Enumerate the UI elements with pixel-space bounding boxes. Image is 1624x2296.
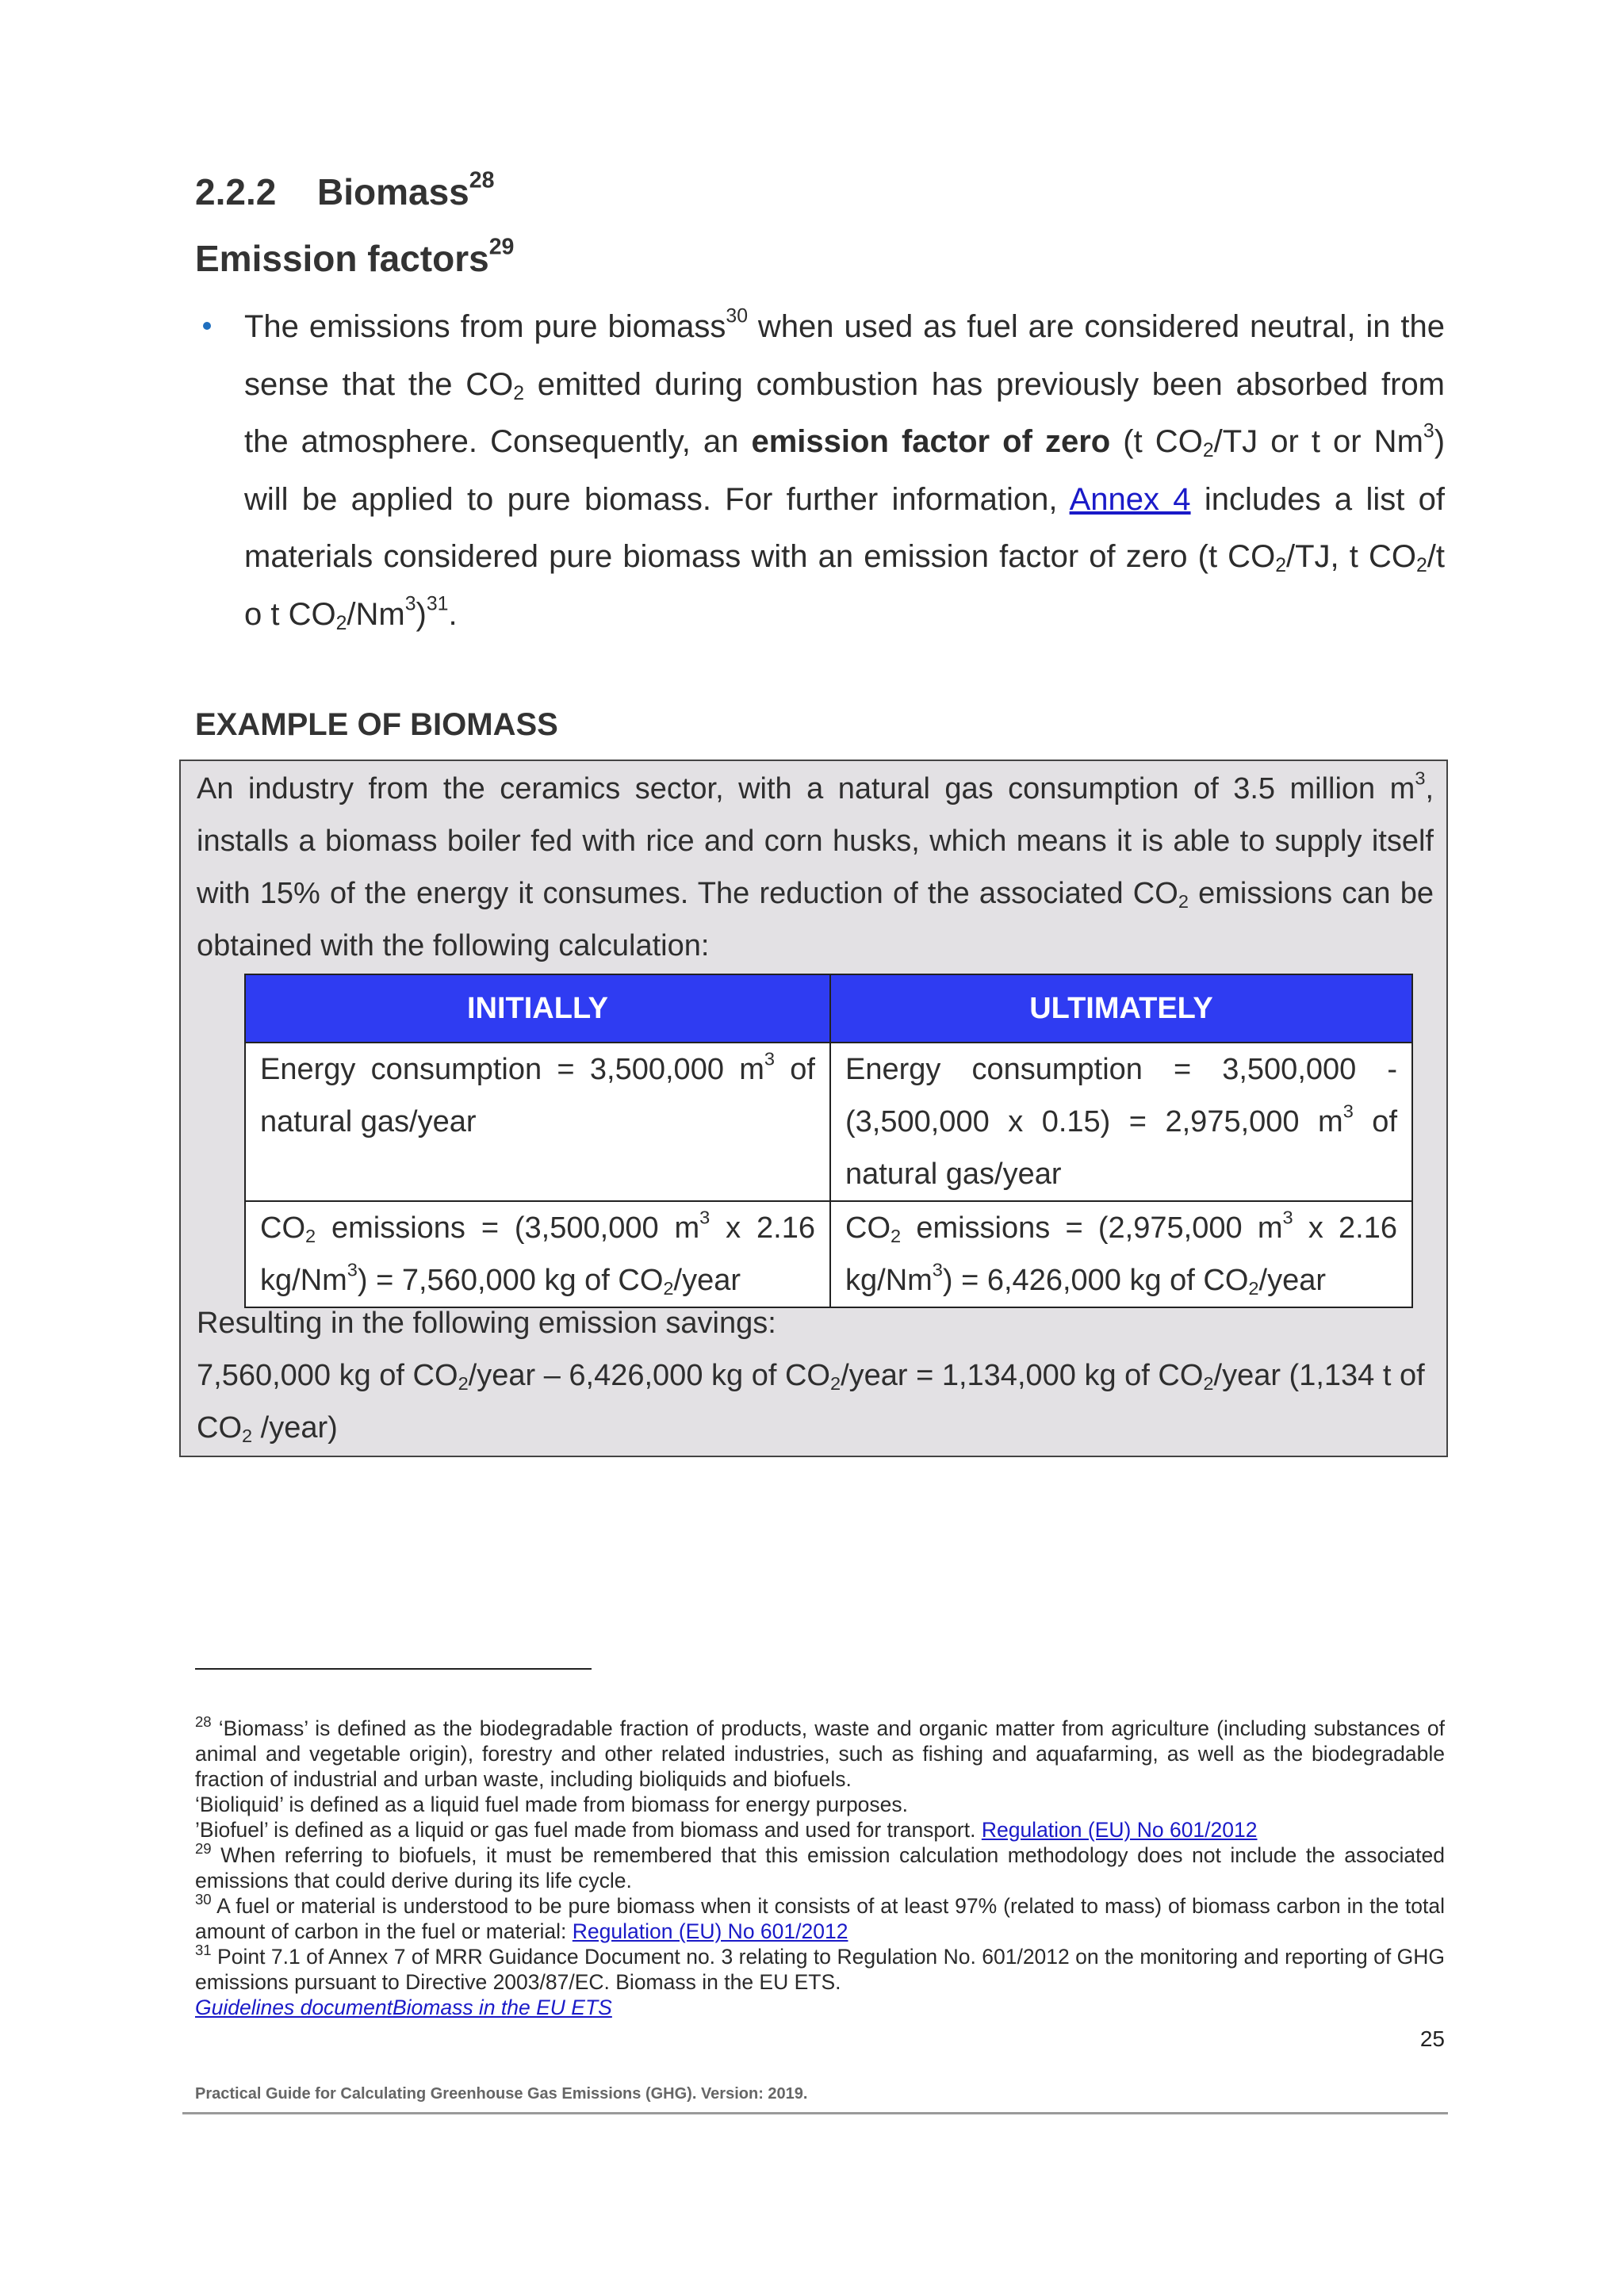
bullet-text: The emissions from pure biomass$^{30}$ when used as fuel are considered neutral, in the sense that the $CO_2$ emitted during combustion has previously been absorbed from the atmosphere. Consequently, an emission factor of zero (t $CO_2/TJ$ or t or Nm$^3$) will be applied to pure biomass. For further information, Annex 4 includes a list of materials considered pure biomass with an emission factor of zero (t $CO_2/TJ$, t $CO_2/t$ o t $CO_2/Nm^3)^{31}$. <box>244 305 1446 634</box>
example-intro: An industry from the ceramics sector, with a natural gas consumption of 3.5 million $m^3$, installs a biomass boiler fed with rice and corn husks, which means it is able to supply itself with 15% of the energy it consumes. The reduction of the associated $CO_2$ emissions can be obtained with the following calculation: <box>197 767 1434 962</box>
footnote-31: $^{31}$ Point 7.1 of Annex 7 of MRR Guidance Document no. 3 relating to Regulation No. 601/2012 on the monitoring and reporting of GHG emissions pursuant to Directive 2003/87/EC. Biomass in the EU ETS. <box>195 1941 1445 1994</box>
footnotes <box>195 1712 1445 2020</box>
footer-text: Practical Guide for Calculating Greenhouse Gas Emissions (GHG). Version: 2019. <box>195 2085 808 2103</box>
footnote-divider <box>195 1668 592 1670</box>
table-row <box>245 1043 1412 1201</box>
example-result <box>197 1297 1434 1454</box>
footer-divider <box>182 2112 1448 2114</box>
footnote-30: $^{30}$ A fuel or material is understood to be pure biomass when it consists of at least 97% (related to mass) of biomass carbon in the total amount of carbon in the fuel or material: Regulation (EU) No 601/2012 <box>195 1890 1445 1943</box>
regulation-link[interactable]: Regulation (EU) No 601/2012 <box>981 1818 1258 1842</box>
section-title: Biomass <box>317 171 469 212</box>
footnote-28-bioliquid: ‘Bioliquid’ is defined as a liquid fuel made from biomass for energy purposes. <box>195 1793 909 1816</box>
bullet-item <box>195 298 1445 643</box>
footnote-29: $^{29}$ When referring to biofuels, it must be remembered that this emission calculation methodology does not include the associated emissions that could derive during its life cycle. <box>195 1839 1445 1892</box>
result-calculation: 7,560,000 kg of $CO_2$/year – 6,426,000 kg of $CO_2$/year = 1,134,000 kg of $CO_2$/year (1,134 t of $CO_2$ /year) <box>197 1359 1425 1446</box>
footnote-31-link-line <box>195 1995 1445 2020</box>
page-number: 25 <box>1419 2026 1445 2051</box>
footnote-28: $^{28}$ ‘Biomass’ is defined as the biodegradable fraction of products, waste and organic matter from agriculture (including substances of animal and vegetable origin), forestry and other related industries, such as fishing and aquafarming, as well as the biodegradable fraction of industrial and urban waste, including bioliquids and biofuels. <box>195 1712 1445 1791</box>
footnote-ref-30[interactable]: 30 <box>726 305 749 327</box>
section-heading <box>195 168 494 216</box>
footnote-28-biofuel: ’Biofuel’ is defined as a liquid or gas fuel made from biomass and used for transport. Regulation (EU) No 601/2012 <box>195 1818 1258 1842</box>
example-title: EXAMPLE OF BIOMASS <box>195 707 558 742</box>
result-intro: Resulting in the following emission savings: <box>197 1307 776 1340</box>
regulation-link[interactable]: Regulation (EU) No 601/2012 <box>572 1919 848 1943</box>
table-row <box>245 1201 1412 1307</box>
annex-4-link[interactable]: Annex 4 <box>1069 481 1191 517</box>
subheading-emission-factors: Emission factors$^{29}$ <box>195 234 515 279</box>
calculation-table <box>244 974 1413 1308</box>
column-header-ultimately: ULTIMATELY <box>830 974 1412 1043</box>
emission-factor-zero: emission factor of zero <box>751 424 1111 459</box>
footnote-ref-31[interactable]: 31 <box>426 592 449 614</box>
section-number: 2.2.2 <box>195 171 277 212</box>
energy-final-cell: Energy consumption = 3,500,000 - (3,500,000 x 0.15) = 2,975,000 $m^3$ of natural gas/year <box>830 1043 1412 1201</box>
example-box <box>179 760 1448 1457</box>
footnote-ref-29[interactable]: 29 <box>488 234 515 260</box>
footnote-ref-28[interactable]: 28 <box>469 167 495 193</box>
emissions-final-cell: $CO_2$ emissions = (2,975,000 $m^3$ x 2.16 $kg/Nm^3) = 6,426,000$ kg of $CO_2$/year <box>830 1201 1412 1307</box>
bullet-icon <box>203 322 211 330</box>
table-header-row <box>245 974 1412 1043</box>
column-header-initially: INITIALLY <box>245 974 830 1043</box>
emissions-initial-cell: $CO_2$ emissions = (3,500,000 $m^3$ x 2.16 $kg/Nm^3) = 7,560,000$ kg of $CO_2$/year <box>245 1201 830 1307</box>
energy-initial-cell: Energy consumption = 3,500,000 $m^3$ of natural gas/year <box>245 1043 830 1201</box>
guidelines-link[interactable]: Guidelines documentBiomass in the EU ETS <box>195 1996 612 2019</box>
